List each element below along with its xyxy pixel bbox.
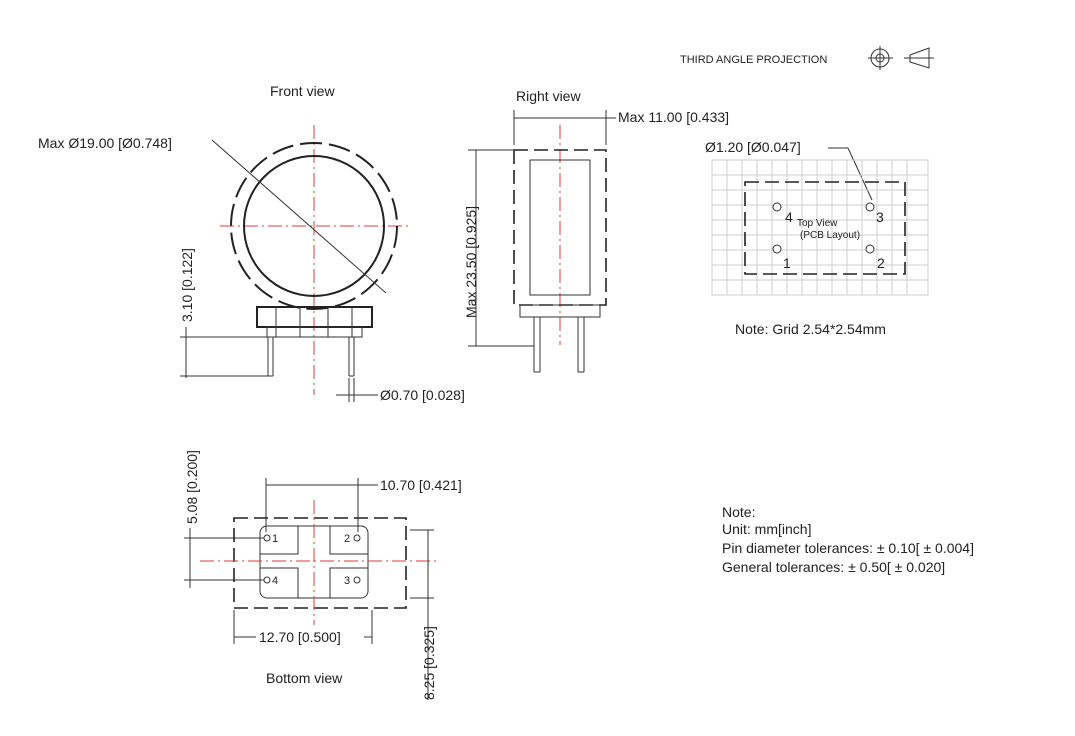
bottom-pin-4: 4 (272, 575, 279, 587)
notes-line-unit: Unit: mm[inch] (722, 521, 812, 537)
top-pin-4: 4 (785, 209, 793, 225)
top-pin-3: 3 (876, 209, 884, 225)
front-pin-label: Ø0.70 [0.028] (380, 387, 465, 403)
top-pin-1: 1 (783, 255, 791, 271)
notes-line-pin-tolerance: Pin diameter tolerances: ± 0.10[ ± 0.004] (722, 540, 974, 556)
right-width-label: Max 11.00 [0.433] (618, 109, 730, 125)
grid-note: Note: Grid 2.54*2.54mm (735, 321, 886, 337)
right-view (463, 88, 729, 372)
bottom-view-title: Bottom view (266, 670, 343, 686)
top-hole-label: Ø1.20 [Ø0.047] (705, 139, 801, 155)
bottom-vertical-label: 5.08 [0.200] (184, 450, 200, 524)
notes-block (722, 504, 974, 575)
bottom-pin-2: 2 (344, 533, 351, 545)
front-view-title: Front view (270, 83, 335, 99)
bottom-pitch-label: 10.70 [0.421] (380, 477, 462, 493)
right-view-title: Right view (516, 88, 581, 104)
front-diameter-label: Max Ø19.00 [Ø0.748] (38, 135, 172, 151)
bottom-pin-3: 3 (344, 575, 351, 587)
bottom-height-label: 8.25 [0.325] (421, 626, 437, 700)
front-height-label: 3.10 [0.122] (179, 248, 195, 322)
bottom-width-label: 12.70 [0.500] (259, 629, 341, 645)
notes-heading: Note: (722, 504, 756, 520)
projection-label: THIRD ANGLE PROJECTION (680, 54, 828, 66)
bottom-pin-1: 1 (272, 533, 279, 545)
top-pin-2: 2 (877, 255, 885, 271)
bottom-view (184, 450, 462, 700)
projection-block (680, 46, 934, 70)
right-height-label: Max 23.50 [0.925] (463, 205, 479, 318)
projection-symbol-icon (868, 46, 934, 70)
top-view-title: Top View (797, 218, 838, 229)
notes-line-general-tolerance: General tolerances: ± 0.50[ ± 0.020] (722, 559, 946, 575)
top-view-subtitle: (PCB Layout) (800, 230, 861, 241)
top-view (705, 139, 928, 337)
front-view (38, 83, 465, 403)
